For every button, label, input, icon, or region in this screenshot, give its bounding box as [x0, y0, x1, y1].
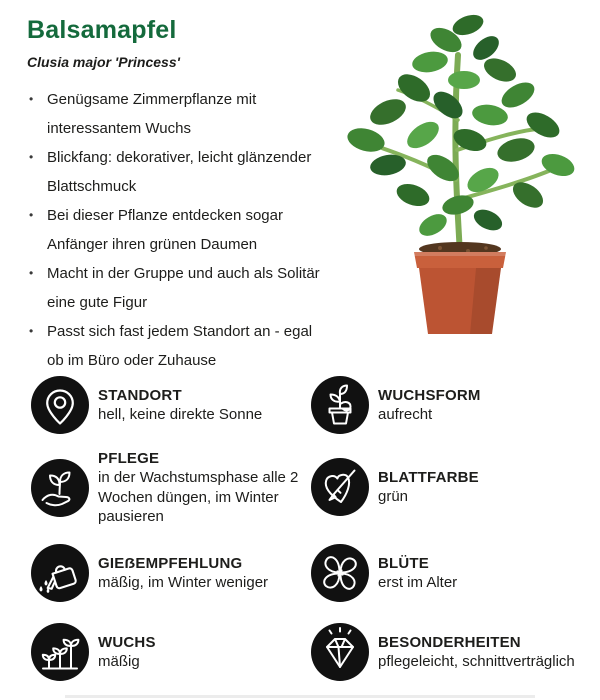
feature-desc: erst im Alter — [378, 573, 458, 591]
bullet-item: • Macht in der Gruppe und auch als Solitär eine gute Figur — [28, 259, 326, 317]
diamond-icon — [310, 622, 370, 682]
bullet-item: • Bei dieser Pflanze entdecken sogar Anfänger ihren grünen Daumen — [28, 201, 326, 259]
bottom-divider — [65, 695, 535, 698]
location-pin-icon — [30, 375, 90, 435]
feature-bluete — [310, 543, 600, 603]
feature-desc: mäßig — [98, 652, 140, 670]
hand-sprout-icon — [30, 458, 90, 518]
flower-icon — [310, 543, 370, 603]
sprouts-growth-icon — [30, 622, 90, 682]
feature-desc: aufrecht — [378, 405, 433, 423]
feature-pflege — [30, 449, 305, 527]
page-title: Balsamapfel — [27, 16, 177, 44]
bullet-item: • Passt sich fast jedem Standort an - egal ob im Büro oder Zuhause — [28, 317, 326, 375]
plant-photo — [318, 0, 598, 340]
feature-wuchsform — [310, 375, 600, 435]
feature-wuchs — [30, 622, 305, 682]
leaf-cluster — [345, 11, 578, 240]
feature-blattfarbe — [310, 457, 600, 517]
feature-title: PFLEGE — [98, 450, 160, 467]
pot — [414, 242, 506, 334]
feature-title: GIEẞEMPFEHLUNG — [98, 554, 243, 572]
bullet-item: • Genügsame Zimmerpflanze mit interessantem Wuchs — [28, 85, 326, 143]
feature-standort — [30, 375, 305, 435]
feature-giessempfehlung — [30, 543, 305, 603]
feature-desc: grün — [378, 487, 409, 505]
feature-title: BLÜTE — [378, 554, 429, 572]
botanical-name: Clusia major 'Princess' — [27, 54, 180, 70]
feature-desc: pflegeleicht, schnittverträglich — [378, 652, 575, 670]
bullet-item: • Blickfang: dekorativer, leicht glänzender Blattschmuck — [28, 143, 326, 201]
feature-title: WUCHS — [98, 633, 156, 651]
feature-bullet-list — [28, 85, 326, 375]
feature-desc: hell, keine direkte Sonne — [98, 405, 263, 423]
leaf-paintbrush-icon — [310, 457, 370, 517]
feature-title: WUCHSFORM — [378, 386, 481, 404]
watering-can-icon — [30, 543, 90, 603]
plant-pot-icon — [310, 375, 370, 435]
feature-title: STANDORT — [98, 386, 182, 404]
feature-besonderheiten — [310, 622, 600, 682]
feature-title: BESONDERHEITEN — [378, 633, 521, 651]
feature-title: BLATTFARBE — [378, 468, 479, 486]
feature-desc: mäßig, im Winter weniger — [98, 573, 269, 591]
feature-desc: in der Wachstumsphase alle 2 Wochen düngen, im Winter pausieren — [98, 469, 299, 525]
